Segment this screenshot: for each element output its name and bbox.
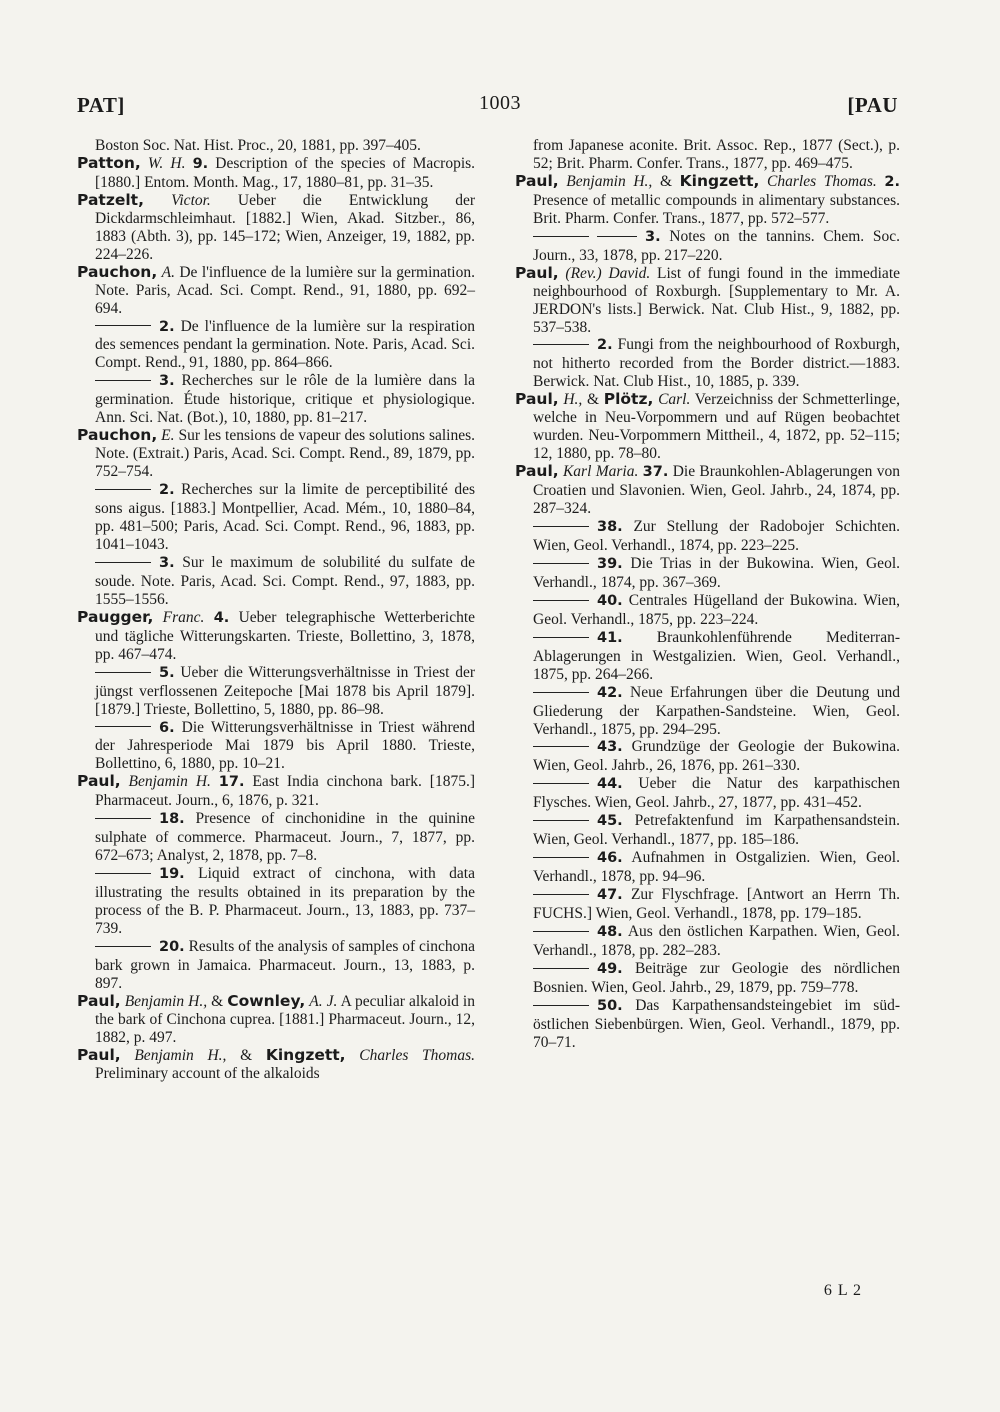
ditto-rule bbox=[95, 489, 151, 490]
entry-text: Boston Soc. Nat. Hist. Proc., 20, 1881, pp. 397–405. bbox=[95, 137, 421, 154]
entry-text: Recherches sur le rôle de la lumière dans la germination. Étude historique, critique et physiologique. Ann. Sci. Nat. (Bot.), 10, 1880, pp. 81–217. bbox=[95, 372, 475, 427]
left-column bbox=[77, 137, 475, 1083]
entry-text: Braunkohlenführende Mediterran-Ablagerungen in Westgalizien. Wien, Geol. Verhandl., 1875, pp. 264–266. bbox=[533, 628, 901, 683]
author-given-name: Karl Maria. bbox=[562, 463, 639, 481]
entry-text: from Japanese aconite. Brit. Assoc. Rep., 1877 (Sect.), p. 52; Brit. Pharm. Confer. Trans., 1877, pp. 469–475. bbox=[533, 137, 900, 172]
bibliography-entry bbox=[77, 372, 475, 427]
entry-number: 2. bbox=[159, 482, 175, 499]
bibliography-entry bbox=[515, 960, 900, 997]
coauthor-given-name: Carl. bbox=[658, 391, 691, 409]
bibliography-entry bbox=[515, 812, 900, 849]
entry-text: Das Karpathensandsteingebiet im süd-östlichen Siebenbürgen. Wien, Geol. Verhandl., 1879, pp. 70–71. bbox=[533, 996, 900, 1051]
bibliography-entry bbox=[515, 463, 900, 518]
bibliography-entry bbox=[77, 810, 475, 865]
author-surname: Paul, bbox=[515, 390, 559, 409]
ampersand: & bbox=[659, 172, 673, 190]
bibliography-entry bbox=[77, 664, 475, 719]
coauthor-surname: Cownley, bbox=[227, 991, 306, 1010]
bibliography-entry bbox=[515, 391, 900, 463]
ditto-rule bbox=[533, 344, 589, 345]
ditto-rule bbox=[95, 818, 151, 819]
ditto-rule bbox=[533, 968, 589, 969]
author-given-name: W. H. bbox=[147, 154, 186, 172]
entry-number: 18. bbox=[159, 811, 185, 828]
bibliography-entry bbox=[77, 865, 475, 938]
author-surname: Pauchon, bbox=[77, 262, 158, 281]
author-given-name: A. bbox=[161, 263, 175, 281]
author-given-name: Benjamin H., bbox=[134, 1046, 227, 1064]
entry-number: 6. bbox=[159, 719, 175, 736]
entry-text: A peculiar alkaloid in the bark of Cinchona cuprea. [1881.] Pharmaceut. Journ., 12, 1882, p. 497. bbox=[95, 992, 475, 1046]
bibliography-entry bbox=[77, 993, 475, 1047]
ampersand: & bbox=[211, 992, 224, 1010]
bibliography-entry bbox=[515, 629, 900, 684]
entry-number: 3. bbox=[159, 554, 175, 571]
bibliography-entry bbox=[77, 137, 475, 155]
bibliography-entry bbox=[515, 518, 900, 555]
author-surname: Paul, bbox=[515, 263, 559, 282]
coauthor-given-name: Charles Thomas. bbox=[359, 1046, 476, 1064]
entry-text: Zur Flyschfrage. [Antwort an Herrn Th. FUCHS.] Wien, Geol. Verhandl., 1878, pp. 179–185. bbox=[533, 886, 900, 923]
signature-mark: 6 L 2 bbox=[823, 1282, 862, 1299]
entry-number: 39. bbox=[597, 555, 623, 572]
entry-number: 37. bbox=[642, 464, 669, 481]
author-given-name: Benjamin H. bbox=[128, 773, 211, 791]
entry-number: 2. bbox=[597, 337, 613, 354]
bibliography-entry bbox=[515, 738, 900, 775]
running-head-right: [PAU bbox=[847, 93, 898, 117]
ditto-rule bbox=[533, 894, 589, 895]
entry-text: Centrales Hügelland der Bukowina. Wien, Geol. Verhandl., 1875, pp. 223–224. bbox=[533, 591, 900, 628]
entry-text: East India cinchona bark. [1875.] Pharmaceut. Journ., 6, 1876, p. 321. bbox=[95, 773, 475, 810]
bibliography-entry bbox=[515, 336, 900, 391]
ampersand: & bbox=[586, 391, 600, 409]
ditto-rule bbox=[533, 526, 589, 527]
entry-text: Petrefaktenfund im Karpathensandstein. Wien, Geol. Verhandl., 1877, pp. 185–186. bbox=[533, 812, 900, 849]
ditto-rule bbox=[533, 820, 589, 821]
ditto-rule bbox=[533, 563, 589, 564]
bibliography-entry bbox=[515, 173, 900, 228]
author-surname: Paul, bbox=[77, 1045, 121, 1064]
author-given-name: Franc. bbox=[162, 608, 205, 626]
entry-number: 40. bbox=[597, 592, 623, 609]
entry-text: Ueber die Natur des karpathischen Flysches. Wien, Geol. Jahrb., 27, 1877, pp. 431–452. bbox=[533, 775, 900, 812]
entry-text: Aufnahmen in Ostgalizien. Wien, Geol. Verhandl., 1878, pp. 94–96. bbox=[533, 849, 900, 886]
entry-text: Ueber die Entwicklung der Dickdarmschleimhaut. [1882.] Wien, Akad. Sitzber., 86, 1883 (Abth. 3), pp. 145–172; Wien, Anzeiger, 19, 1882, pp. 224–226. bbox=[95, 191, 475, 263]
ditto-rule bbox=[95, 380, 151, 381]
entry-number: 48. bbox=[597, 923, 623, 940]
coauthor-surname: Plötz, bbox=[603, 390, 654, 409]
author-given-name: H., bbox=[563, 391, 583, 409]
bibliography-entry bbox=[515, 228, 900, 265]
entry-text: Recherches sur la limite de perceptibilité des sons aigus. [1883.] Montpellier, Acad. Mém., 10, 1880–84, pp. 481–500; Paris, Acad. Sci. Compt. Rend., 96, 1883, pp. 1041–1043. bbox=[95, 481, 475, 553]
ditto-rule bbox=[533, 600, 589, 601]
bibliography-entry bbox=[515, 923, 900, 960]
ditto-rule bbox=[95, 562, 151, 563]
bibliography-entry bbox=[515, 775, 900, 812]
entry-text: Sur les tensions de vapeur des solutions salines. Note. (Extrait.) Paris, Acad. Sci. Compt. Rend., 89, 1879, pp. 752–754. bbox=[95, 427, 476, 481]
ditto-rule bbox=[95, 726, 151, 727]
entry-number: 2. bbox=[884, 173, 901, 190]
entry-text: Ueber telegraphische Wetterberichte und tägliche Witterungskarten. Trieste, Bollettino, 3, 1878, pp. 467–474. bbox=[95, 608, 476, 663]
author-surname: Paul, bbox=[77, 772, 121, 791]
ditto-rule bbox=[533, 637, 589, 638]
entry-text: List of fungi found in the immediate neighbourhood of Roxburgh. [Supplementary to Mr. A. JERDON's lists.] Berwick. Nat. Club Hist., 9, 1882, pp. 537–538. bbox=[533, 264, 900, 336]
entry-number: 47. bbox=[597, 887, 623, 904]
author-surname: Patzelt, bbox=[77, 190, 144, 209]
bibliography-entry bbox=[515, 684, 900, 739]
ditto-rule bbox=[533, 692, 589, 693]
entry-number: 17. bbox=[218, 774, 245, 791]
ditto-rule bbox=[597, 236, 637, 237]
entry-number: 2. bbox=[159, 318, 175, 335]
bibliography-entry bbox=[515, 592, 900, 629]
bibliography-entry bbox=[515, 555, 900, 592]
ditto-rule bbox=[95, 325, 151, 326]
ditto-rule bbox=[533, 931, 589, 932]
entry-text: Zur Stellung der Radobojer Schichten. Wien, Geol. Verhandl., 1874, pp. 223–225. bbox=[533, 518, 900, 554]
entry-number: 3. bbox=[159, 373, 175, 390]
bibliography-entry bbox=[515, 849, 900, 886]
bibliography-entry bbox=[77, 155, 475, 192]
coauthor-given-name: A. J. bbox=[309, 992, 338, 1010]
ditto-rule bbox=[95, 873, 151, 874]
bibliography-entry bbox=[77, 481, 475, 554]
entry-text: Die Trias in der Bukowina. Wien, Geol. Verhandl., 1874, pp. 367–369. bbox=[533, 554, 900, 591]
author-given-name: (Rev.) David. bbox=[565, 264, 651, 282]
bibliography-entry bbox=[77, 773, 475, 810]
entry-number: 44. bbox=[597, 776, 623, 793]
entry-text: Fungi from the neighbourhood of Roxburgh, not hitherto recorded from the Border district.—1883. Berwick. Nat. Club Hist., 10, 1885, p. 339. bbox=[533, 336, 900, 391]
author-given-name: E. bbox=[161, 427, 175, 445]
running-head-left: PAT] bbox=[77, 93, 125, 117]
bibliography-entry bbox=[77, 264, 475, 318]
bibliography-entry bbox=[515, 886, 900, 923]
author-surname: Paul, bbox=[515, 171, 559, 190]
bibliography-entry bbox=[515, 265, 900, 337]
entry-number: 4. bbox=[213, 609, 230, 626]
author-given-name: Benjamin H., bbox=[566, 172, 653, 190]
author-given-name: Victor. bbox=[171, 191, 211, 209]
entry-number: 5. bbox=[159, 664, 175, 681]
entry-number: 9. bbox=[192, 155, 209, 172]
bibliography-entry bbox=[77, 938, 475, 993]
entry-number: 19. bbox=[159, 866, 185, 883]
ampersand: & bbox=[240, 1046, 253, 1064]
coauthor-surname: Kingzett, bbox=[265, 1045, 346, 1064]
right-column bbox=[515, 137, 900, 1052]
author-surname: Paul, bbox=[515, 462, 559, 481]
entry-number: 43. bbox=[597, 739, 623, 756]
entry-number: 20. bbox=[159, 938, 185, 955]
entry-text: Preliminary account of the alkaloids bbox=[95, 1064, 320, 1082]
entry-number: 46. bbox=[597, 850, 623, 867]
entry-text: Results of the analysis of samples of cinchona bark grown in Jamaica. Pharmaceut. Journ., 13, 1883, p. 897. bbox=[95, 937, 476, 992]
bibliography-entry bbox=[515, 997, 900, 1052]
entry-text: Neue Erfahrungen über die Deutung und Gliederung der Karpathen-Sandsteine. Wien, Geol. Verhandl., 1875, pp. 294–295. bbox=[533, 683, 900, 738]
author-surname: Paul, bbox=[77, 991, 121, 1010]
coauthor-given-name: Charles Thomas. bbox=[767, 172, 877, 190]
ditto-rule bbox=[533, 236, 589, 237]
entry-number: 41. bbox=[597, 629, 623, 646]
page-number: 1003 bbox=[479, 92, 521, 114]
entry-text: Presence of cinchonidine in the quinine sulphate of commerce. Pharmaceut. Journ., 7, 1877, pp. 672–673; Analyst, 2, 1878, pp. 7–8. bbox=[95, 810, 475, 865]
bibliography-entry bbox=[77, 1047, 475, 1083]
ditto-rule bbox=[533, 1005, 589, 1006]
entry-text: Die Braunkohlen-Ablagerungen von Croatien und Slavonien. Wien, Geol. Jahrb., 24, 1874, pp. 287–324. bbox=[533, 463, 900, 518]
bibliography-entry bbox=[77, 609, 475, 664]
entry-text: De l'influence de la lumière sur la respiration des semences pendant la germination. Note. Paris, Acad. Sci. Compt. Rend., 91, 1880, pp. 864–866. bbox=[95, 317, 476, 372]
ditto-rule bbox=[95, 946, 151, 947]
ditto-rule bbox=[95, 672, 151, 673]
entry-text: Sur le maximum de solubilité du sulfate de soude. Note. Paris, Acad. Sci. Compt. Rend., 97, 1883, pp. 1555–1556. bbox=[95, 553, 476, 608]
entry-number: 38. bbox=[597, 519, 623, 536]
bibliography-entry bbox=[77, 719, 475, 774]
entry-text: Liquid extract of cinchona, with data illustrating the results obtained in its preparation by the process of the B. P. Pharmaceut. Journ., 13, 1883, pp. 737–739. bbox=[95, 865, 475, 937]
entry-text: Grundzüge der Geologie der Bukowina. Wien, Geol. Jahrb., 26, 1876, pp. 261–330. bbox=[533, 738, 900, 775]
entry-number: 49. bbox=[597, 960, 623, 977]
bibliography-entry bbox=[77, 318, 475, 373]
bibliography-entry bbox=[77, 554, 475, 609]
entry-text: Description of the species of Macropis. [1880.] Entom. Month. Mag., 17, 1880–81, pp. 31–35. bbox=[95, 154, 476, 191]
author-surname: Paugger, bbox=[77, 607, 154, 626]
bibliography-entry bbox=[77, 192, 475, 264]
author-surname: Pauchon, bbox=[77, 426, 158, 445]
ditto-rule bbox=[533, 783, 589, 784]
author-surname: Patton, bbox=[77, 153, 141, 172]
entry-number: 3. bbox=[645, 228, 661, 245]
entry-text: De l'influence de la lumière sur la germination. Note. Paris, Acad. Sci. Compt. Rend., 91, 1880, pp. 692–694. bbox=[95, 263, 475, 317]
author-given-name: Benjamin H., bbox=[124, 992, 208, 1010]
entry-text: Ueber die Witterungsverhältnisse in Triest der jüngst verflossenen Zeitepoche [Mai 1878 bis April 1879]. [1879.] Trieste, Bollettino, 5, 1880, pp. 86–98. bbox=[95, 663, 475, 718]
bibliography-entry bbox=[77, 427, 475, 481]
entry-number: 42. bbox=[597, 684, 623, 701]
entry-text: Notes on the tannins. Chem. Soc. Journ., 33, 1878, pp. 217–220. bbox=[533, 227, 900, 264]
entry-text: Beiträge zur Geologie des nördlichen Bosnien. Wien, Geol. Jahrb., 29, 1879, pp. 759–778. bbox=[533, 959, 900, 996]
entry-text: Presence of metallic compounds in alimentary substances. Brit. Pharm. Confer. Trans., 1877, pp. 572–577. bbox=[533, 191, 900, 227]
coauthor-surname: Kingzett, bbox=[679, 171, 760, 190]
entry-text: Aus den östlichen Karpathen. Wien, Geol. Verhandl., 1878, pp. 282–283. bbox=[533, 922, 900, 959]
entry-text: Verzeichniss der Schmetterlinge, welche in Neu-Vorpommern und auf Rügen beobachtet wurden. Neu-Vorpommern Mittheil., 4, 1872, pp. 52–115; 12, 1880, pp. 78–80. bbox=[533, 391, 900, 463]
entry-number: 45. bbox=[597, 813, 623, 830]
entry-number: 50. bbox=[597, 997, 623, 1014]
entry-text: Die Witterungsverhältnisse in Triest während der Jahresperiode Mai 1879 bis April 1880. Trieste, Bollettino, 6, 1880, pp. 10–21. bbox=[95, 718, 476, 773]
bibliography-entry bbox=[515, 137, 900, 173]
ditto-rule bbox=[533, 857, 589, 858]
ditto-rule bbox=[533, 746, 589, 747]
